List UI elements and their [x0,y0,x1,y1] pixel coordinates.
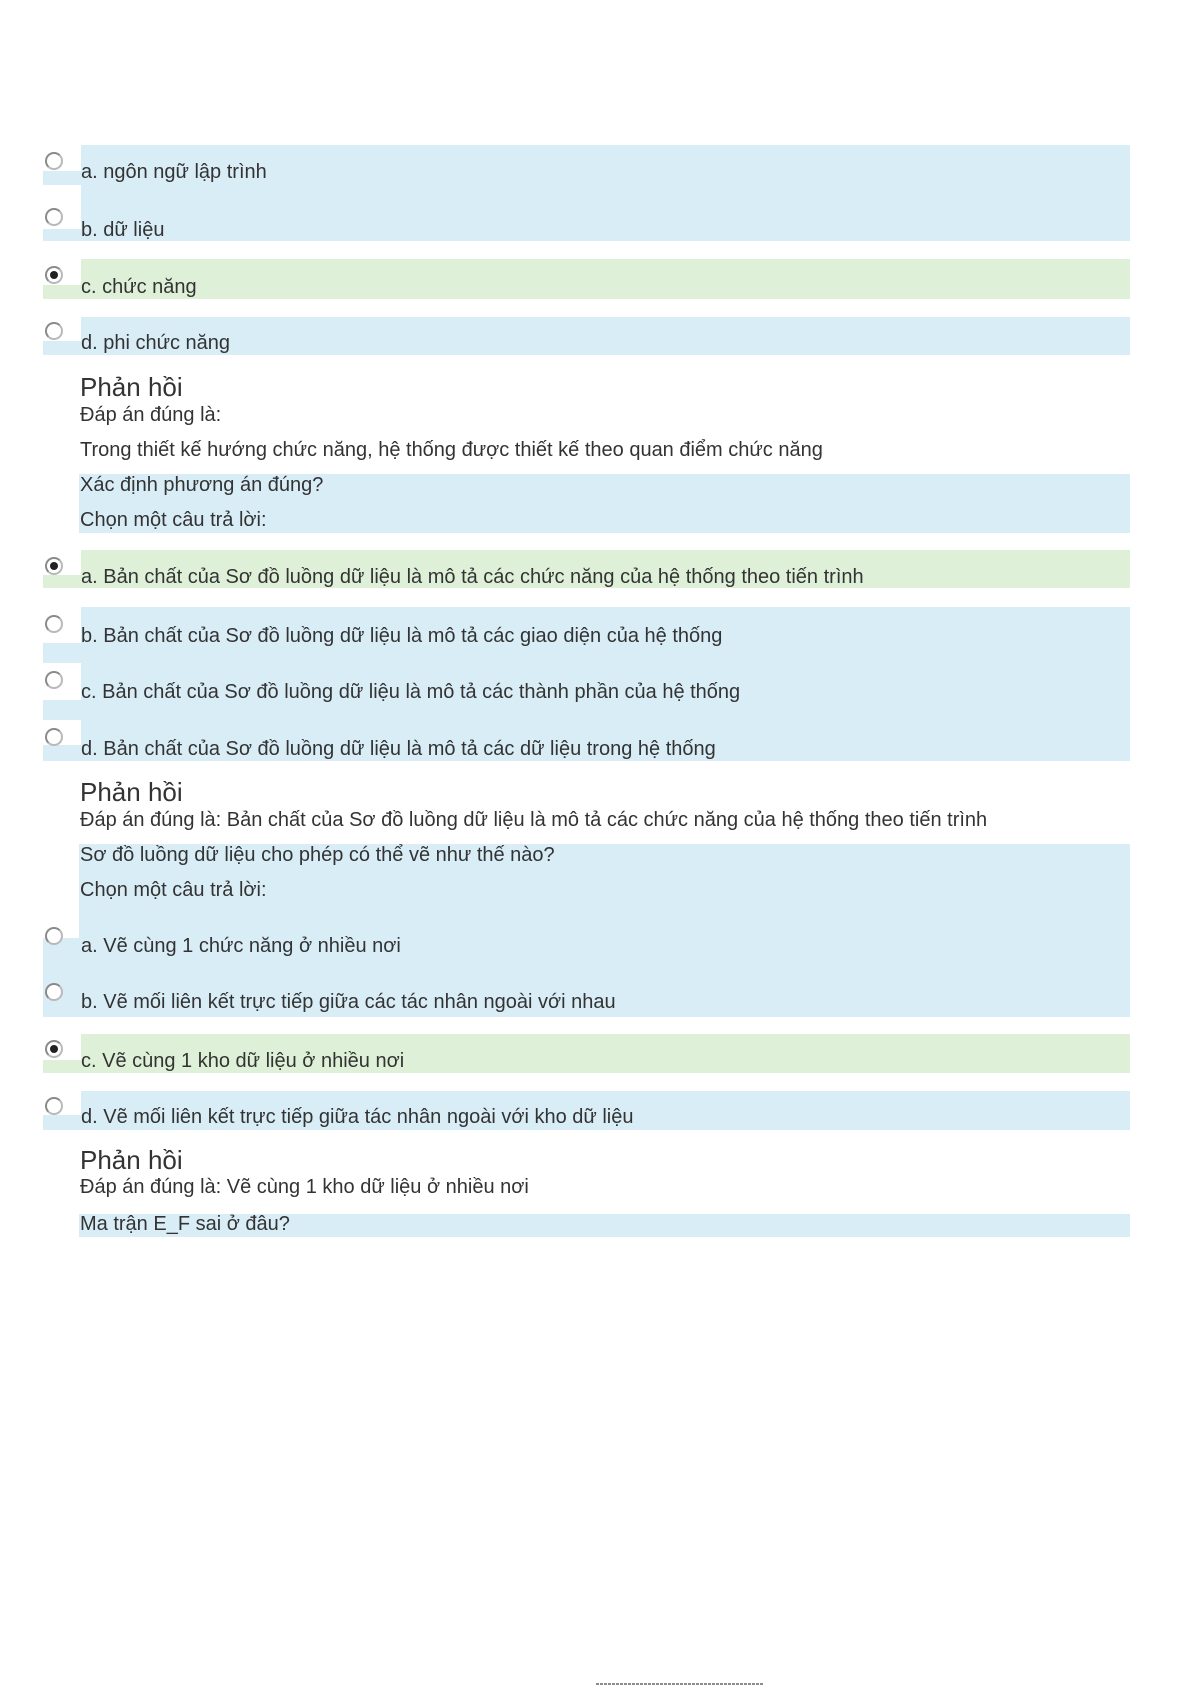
q1-option-b-row-strip [43,229,83,241]
q2-feedback-answer: Đáp án đúng là: Bản chất của Sơ đồ luồng dữ liệu là mô tả các chức năng của hệ thống theo tiến trình [80,809,988,831]
q2-option-d-label[interactable]: d. Bản chất của Sơ đồ luồng dữ liệu là mô tả các dữ liệu trong hệ thống [81,738,716,760]
q1-option-b-radio[interactable] [45,208,63,226]
q1-option-d-label[interactable]: d. phi chức năng [81,332,231,354]
q2-option-c-radio[interactable] [45,671,63,689]
q1-option-d-row-strip [43,341,83,355]
q2-option-a-row-strip [43,575,83,588]
q1-option-a-row-strip [43,171,83,185]
q1-option-c-highlight [81,259,1130,299]
q2-option-b-radio[interactable] [45,615,63,633]
q3-option-c-label[interactable]: c. Vẽ cùng 1 kho dữ liệu ở nhiều nơi [81,1050,405,1072]
q3-feedback-heading: Phản hồi [80,1145,183,1175]
q1-option-d-highlight [81,317,1130,355]
q1-option-d-radio[interactable] [45,322,63,340]
q2-option-c-row-strip [43,700,83,720]
q1-option-c-row-strip [43,285,83,299]
q3-option-a-label[interactable]: a. Vẽ cùng 1 chức năng ở nhiều nơi [81,935,401,957]
q2-option-a-label[interactable]: a. Bản chất của Sơ đồ luồng dữ liệu là mô tả các chức năng của hệ thống theo tiến trình [81,566,864,588]
q3-option-b-radio[interactable] [45,983,63,1001]
q3-option-a-radio[interactable] [45,927,63,945]
q3-option-d-radio[interactable] [45,1097,63,1115]
q1-option-b-label[interactable]: b. dữ liệu [81,219,165,241]
q3-option-d-label[interactable]: d. Vẽ mối liên kết trực tiếp giữa tác nhân ngoài với kho dữ liệu [81,1106,634,1128]
q2-option-a-radio[interactable] [45,557,63,575]
q2-question-text: Xác định phương án đúng? [80,474,324,496]
q1-option-a-radio[interactable] [45,152,63,170]
q1-feedback-heading: Phản hồi [80,372,183,402]
q1-feedback-answer-label: Đáp án đúng là: [80,404,222,426]
q3-prompt: Chọn một câu trả lời: [80,879,267,901]
q1-option-c-radio[interactable] [45,266,63,284]
q3-question-text: Sơ đồ luồng dữ liệu cho phép có thể vẽ như thế nào? [80,844,555,866]
q2-option-c-label[interactable]: c. Bản chất của Sơ đồ luồng dữ liệu là mô tả các thành phần của hệ thống [81,681,741,703]
q4-question-text: Ma trận E_F sai ở đâu? [80,1213,290,1235]
q1-option-c-label[interactable]: c. chức năng [81,276,197,298]
q2-option-d-row-strip [43,745,83,761]
q2-option-d-radio[interactable] [45,728,63,746]
q1-feedback-answer-text: Trong thiết kế hướng chức năng, hệ thống được thiết kế theo quan điểm chức năng [80,439,823,461]
q2-option-b-label[interactable]: b. Bản chất của Sơ đồ luồng dữ liệu là mô tả các giao diện của hệ thống [81,625,723,647]
q3-option-c-row-strip [43,1060,83,1073]
q2-option-b-row-strip [43,643,83,663]
q3-option-b-label[interactable]: b. Vẽ mối liên kết trực tiếp giữa các tác nhân ngoài với nhau [81,991,616,1013]
q2-feedback-heading: Phản hồi [80,777,183,807]
q3-feedback-answer: Đáp án đúng là: Vẽ cùng 1 kho dữ liệu ở nhiều nơi [80,1176,529,1198]
q3-option-d-row-strip [43,1115,83,1130]
q1-option-a-label[interactable]: a. ngôn ngữ lập trình [81,161,267,183]
q3-option-c-radio[interactable] [45,1040,63,1058]
q2-prompt: Chọn một câu trả lời: [80,509,267,531]
